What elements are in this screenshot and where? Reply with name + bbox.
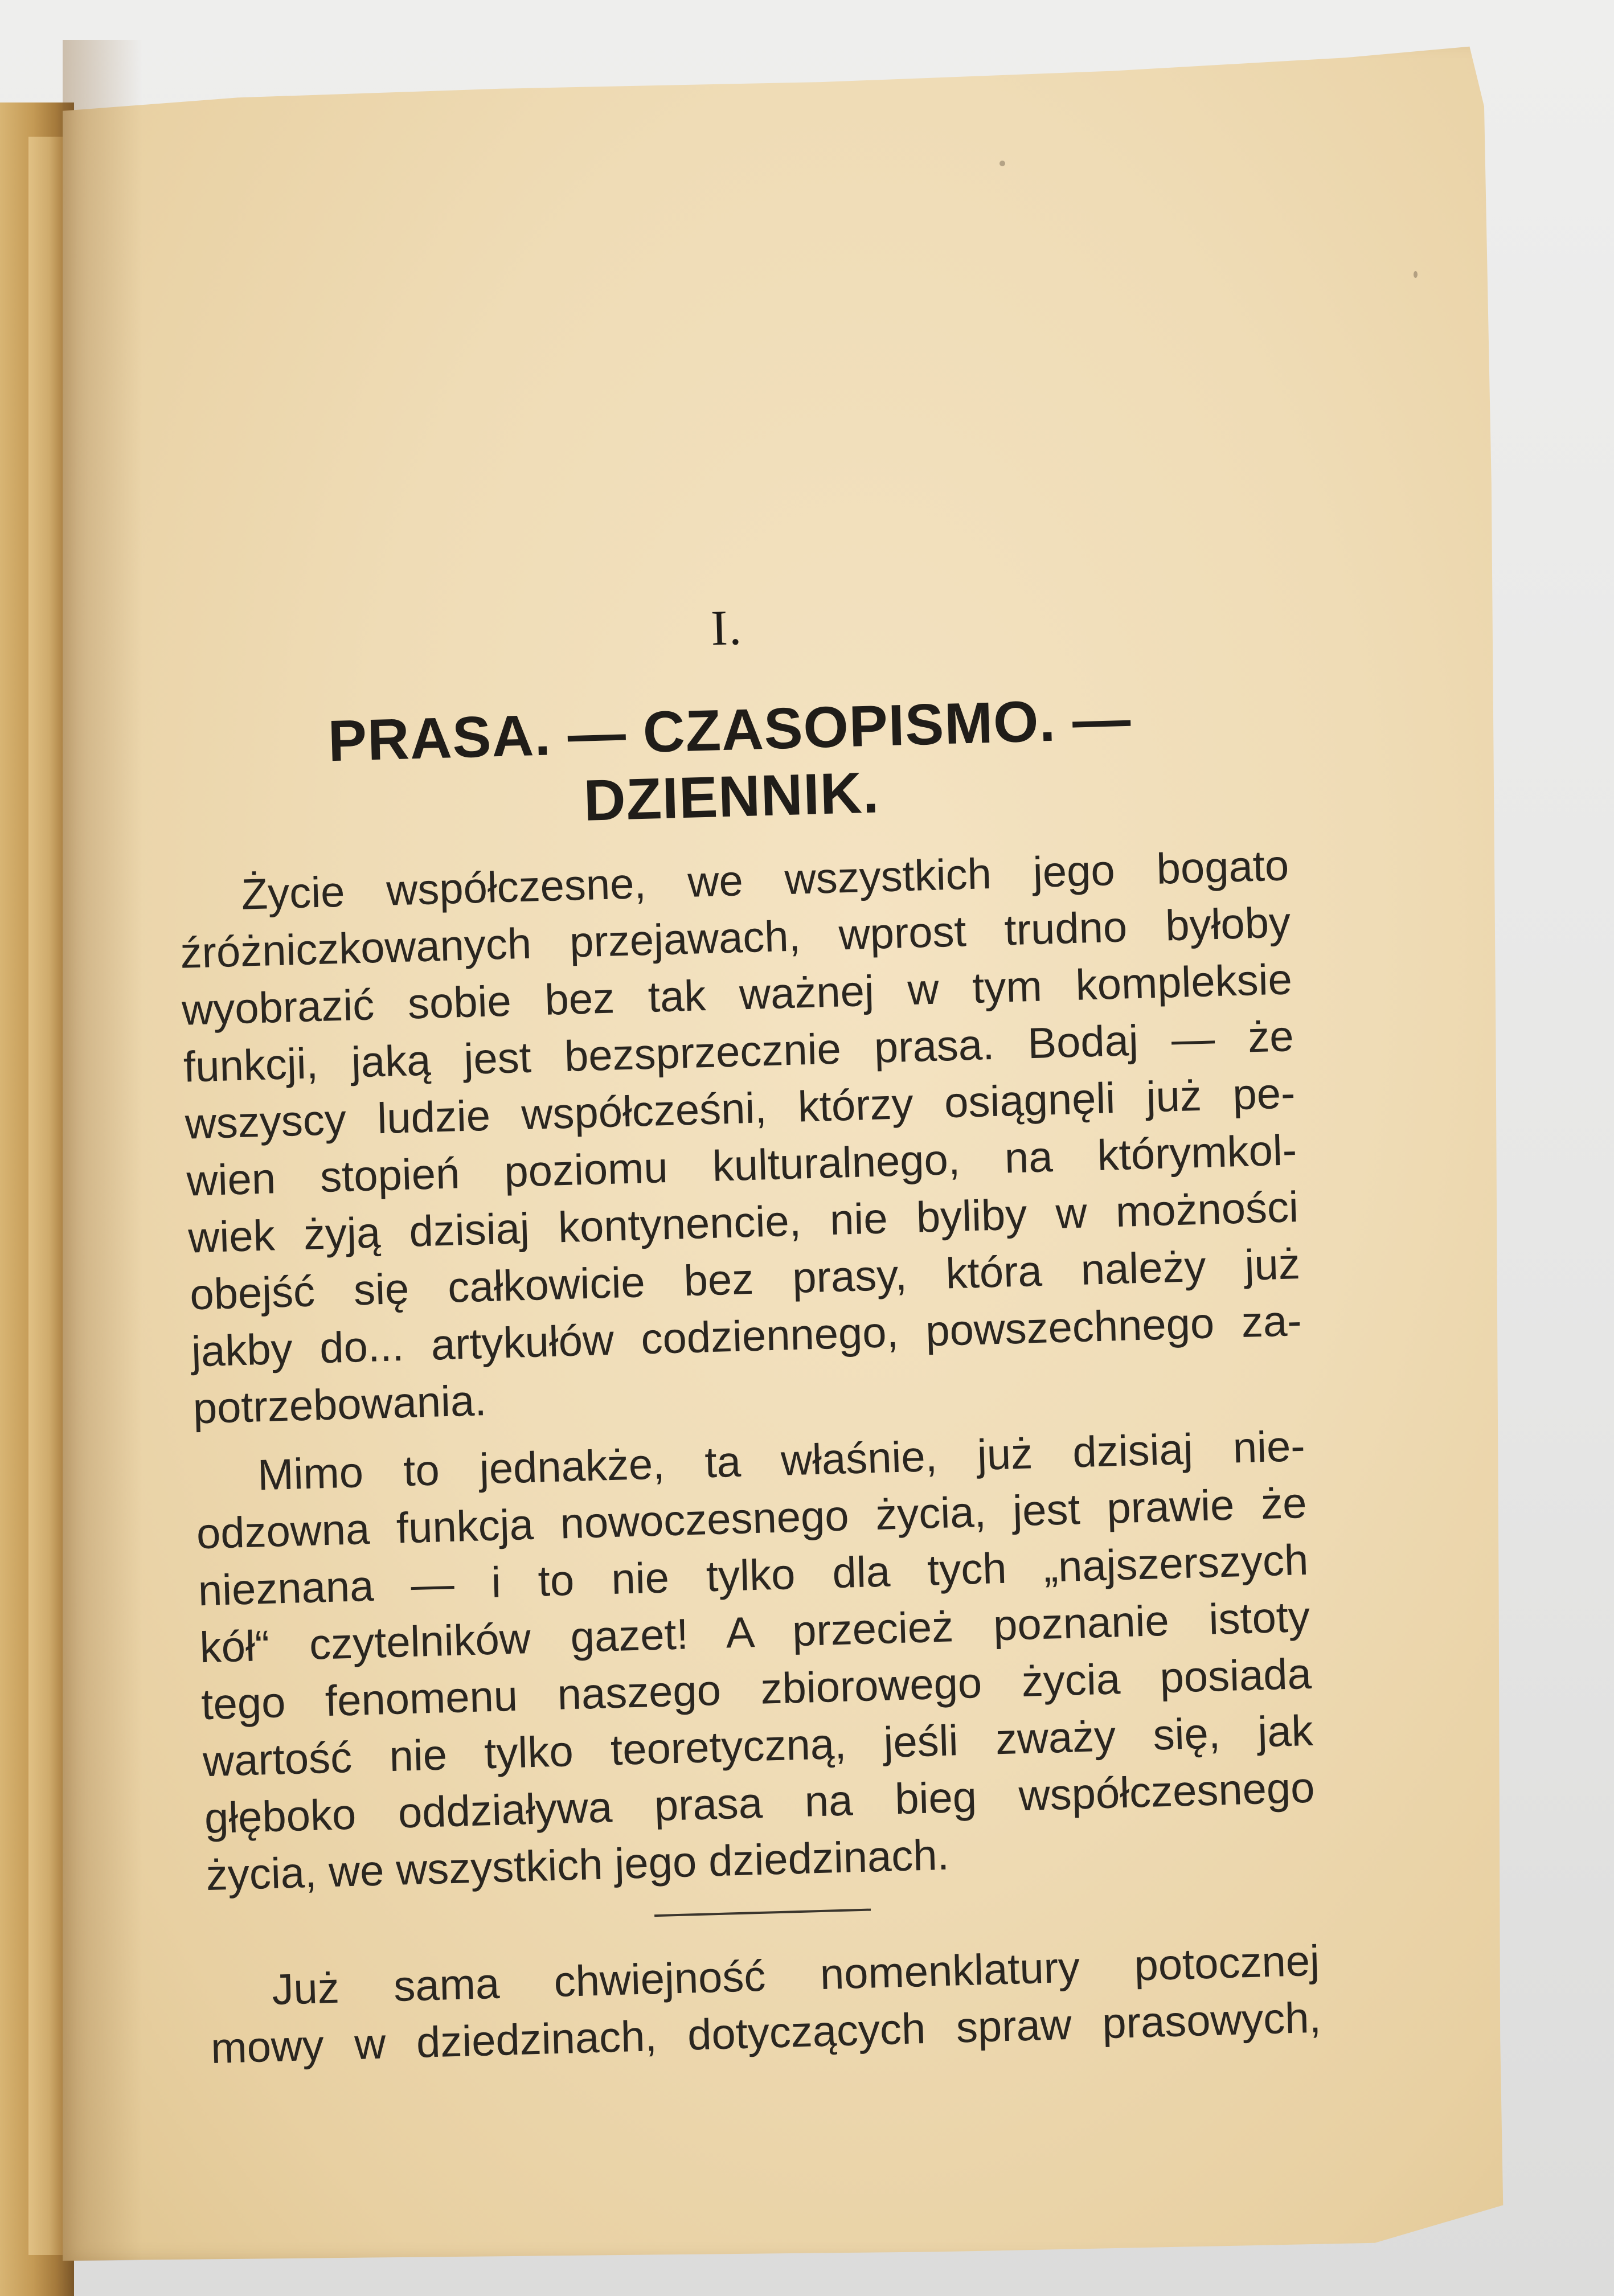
text-line: kół“ czytelników gazet! A przecież poznanie istoty	[199, 1592, 1311, 1672]
page-text-block	[171, 584, 1322, 2077]
text-line: odzowna funkcja nowoczesnego życia, jest prawie że	[195, 1478, 1308, 1559]
text-line: potrzebowania.	[192, 1376, 488, 1433]
text-line: wszyscy ludzie współcześni, którzy osiągnęli już pe-	[184, 1069, 1296, 1149]
text-line: obejść się całkowicie bez prasy, która należy już	[189, 1240, 1301, 1319]
text-line: jakby do... artykułów codziennego, powszechnego za-	[190, 1297, 1302, 1376]
text-line: funkcji, jaką jest bezsprzecznie prasa. Bodaj — że	[182, 1012, 1295, 1092]
book-spine	[28, 137, 63, 2255]
text-line: wartość nie tylko teoretyczną, jeśli zważy się, jak	[202, 1706, 1314, 1786]
text-line: tego fenomenu naszego zbiorowego życia posiada	[200, 1649, 1312, 1729]
text-line: Już sama chwiejność nomenklatury potocznej	[271, 1936, 1320, 2014]
text-line: wyobrazić sobie bez tak ważnej w tym kompleksie	[181, 955, 1293, 1035]
section-separator-rule	[654, 1909, 871, 1917]
text-line: życia, we wszystkich jego dziedzinach.	[205, 1830, 950, 1900]
chapter-number: I.	[710, 600, 744, 657]
paper-speck	[999, 161, 1005, 166]
text-line: Życie współczesne, we wszystkich jego bogato	[240, 841, 1290, 919]
chapter-title: PRASA. — CZASOPISMO. — DZIENNIK.	[327, 686, 1132, 833]
text-line: mowy w dziedzinach, dotyczących spraw prasowych,	[210, 1993, 1322, 2073]
paragraph-2	[194, 1418, 1317, 1904]
text-line: głęboko oddziaływa prasa na bieg współczesnego	[203, 1763, 1316, 1843]
paper-speck	[1414, 271, 1418, 278]
paragraph-1	[178, 837, 1304, 1437]
text-line: wiek żyją dzisiaj kontynencie, nie byliby w możności	[187, 1183, 1299, 1262]
text-line: Mimo to jednakże, ta właśnie, już dzisiaj nie-	[257, 1421, 1306, 1500]
text-line: źróżniczkowanych przejawach, wprost trudno byłoby	[179, 898, 1292, 978]
text-line: nieznana — i to nie tylko dla tych „najszerszych	[197, 1535, 1309, 1616]
text-line: wien stopień poziomu kulturalnego, na którymkol-	[186, 1126, 1298, 1206]
